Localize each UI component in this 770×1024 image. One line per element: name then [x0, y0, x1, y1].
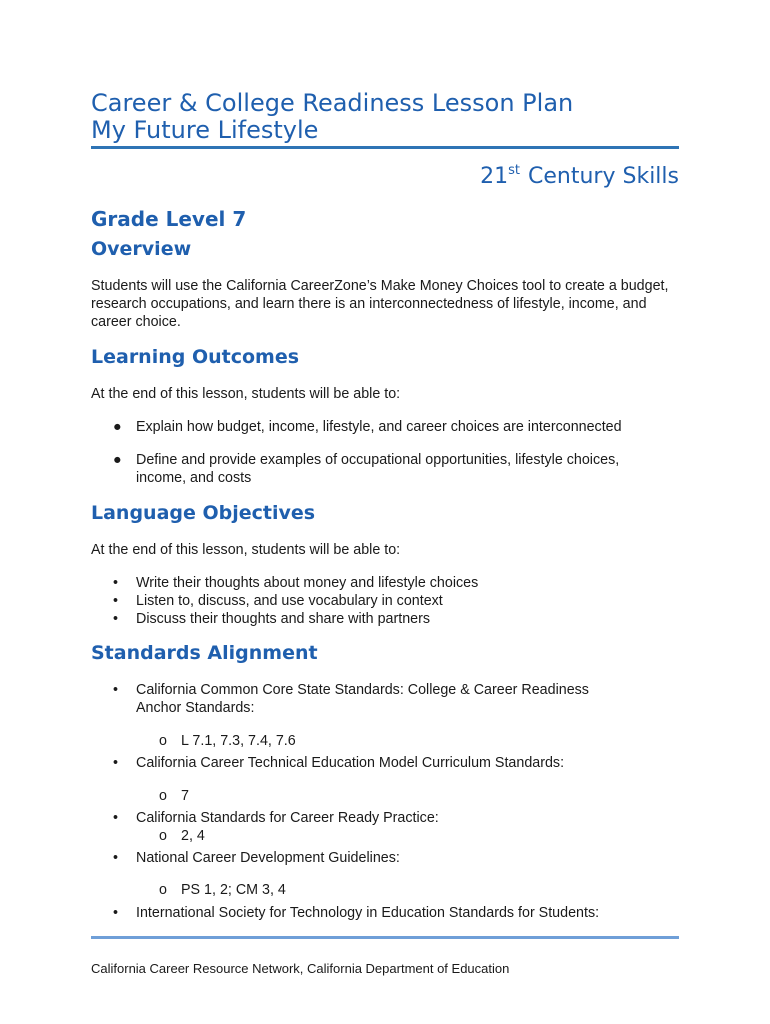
- learning-outcomes-heading: Learning Outcomes: [91, 346, 300, 368]
- learning-outcomes-intro: At the end of this lesson, students will be able to:: [91, 386, 401, 402]
- skills-number: 21: [480, 164, 509, 189]
- overview-text: Students will use the California CareerZone’s Make Money Choices tool to create a budget, research occupations, and learn there is an interconnectedness of lifestyle, income, and career choice.: [91, 278, 669, 330]
- list-item: [113, 574, 673, 592]
- list-item: [113, 809, 673, 827]
- skills-superscript: st: [508, 163, 521, 178]
- overview-heading: Overview: [91, 238, 192, 260]
- bullet-icon: •: [113, 755, 119, 771]
- bullet-icon: •: [113, 682, 119, 698]
- page-footer: California Career Resource Network, California Department of Education: [91, 961, 510, 976]
- list-item-text: Write their thoughts about money and lifestyle choices: [136, 575, 479, 591]
- skills-text: Century Skills: [521, 164, 679, 189]
- sub-bullet-icon: o: [159, 828, 167, 844]
- list-item-text: California Standards for Career Ready Practice:: [136, 810, 439, 826]
- sub-list-item-text: L 7.1, 7.3, 7.4, 7.6: [181, 733, 296, 749]
- bullet-icon: •: [113, 611, 119, 627]
- list-item: [113, 418, 673, 436]
- sub-list-item-text: PS 1, 2; CM 3, 4: [181, 882, 286, 898]
- list-item: [113, 849, 673, 867]
- list-item-text: Explain how budget, income, lifestyle, and career choices are interconnected: [136, 419, 622, 435]
- sub-list-item: [159, 881, 286, 899]
- standards-alignment-heading: Standards Alignment: [91, 642, 318, 664]
- list-item-text: Discuss their thoughts and share with partners: [136, 611, 431, 627]
- sub-list-item: [159, 787, 189, 805]
- list-item: [113, 681, 633, 717]
- list-item: [113, 610, 673, 628]
- list-item-text: National Career Development Guidelines:: [136, 850, 400, 866]
- list-item: [113, 451, 673, 487]
- sub-bullet-icon: o: [159, 788, 167, 804]
- sub-list-item-text: 2, 4: [181, 828, 205, 844]
- document-page: [91, 0, 679, 1024]
- list-item: [113, 754, 673, 772]
- title-line-2: My Future Lifestyle: [91, 116, 319, 144]
- list-item-text: California Career Technical Education Model Curriculum Standards:: [136, 755, 565, 771]
- title-line-1: Career & College Readiness Lesson Plan: [91, 89, 574, 117]
- title-divider: [91, 146, 679, 149]
- bullet-icon: •: [113, 575, 119, 591]
- list-item-text: Listen to, discuss, and use vocabulary in context: [136, 593, 443, 609]
- document-title: [91, 90, 573, 144]
- sub-list-item-text: 7: [181, 788, 189, 804]
- list-item-text: Define and provide examples of occupational opportunities, lifestyle choices, income, and costs: [136, 452, 620, 486]
- bullet-icon: •: [113, 810, 119, 826]
- sub-list-item: [159, 827, 205, 845]
- list-item: [113, 904, 673, 922]
- list-item-text: California Common Core State Standards: College & Career Readiness Anchor Standards:: [136, 682, 589, 716]
- footer-divider: [91, 936, 679, 939]
- language-objectives-heading: Language Objectives: [91, 502, 316, 524]
- skills-subtitle: [480, 163, 679, 189]
- bullet-icon: •: [113, 905, 119, 921]
- list-item-text: International Society for Technology in Education Standards for Students:: [136, 905, 600, 921]
- language-objectives-intro: At the end of this lesson, students will be able to:: [91, 542, 401, 558]
- sub-bullet-icon: o: [159, 733, 167, 749]
- bullet-icon: •: [113, 850, 119, 866]
- sub-list-item: [159, 732, 296, 750]
- sub-bullet-icon: o: [159, 882, 167, 898]
- list-item: [113, 592, 673, 610]
- bullet-icon: ●: [113, 452, 122, 468]
- grade-level-heading: Grade Level 7: [91, 207, 247, 231]
- bullet-icon: •: [113, 593, 119, 609]
- bullet-icon: ●: [113, 419, 122, 435]
